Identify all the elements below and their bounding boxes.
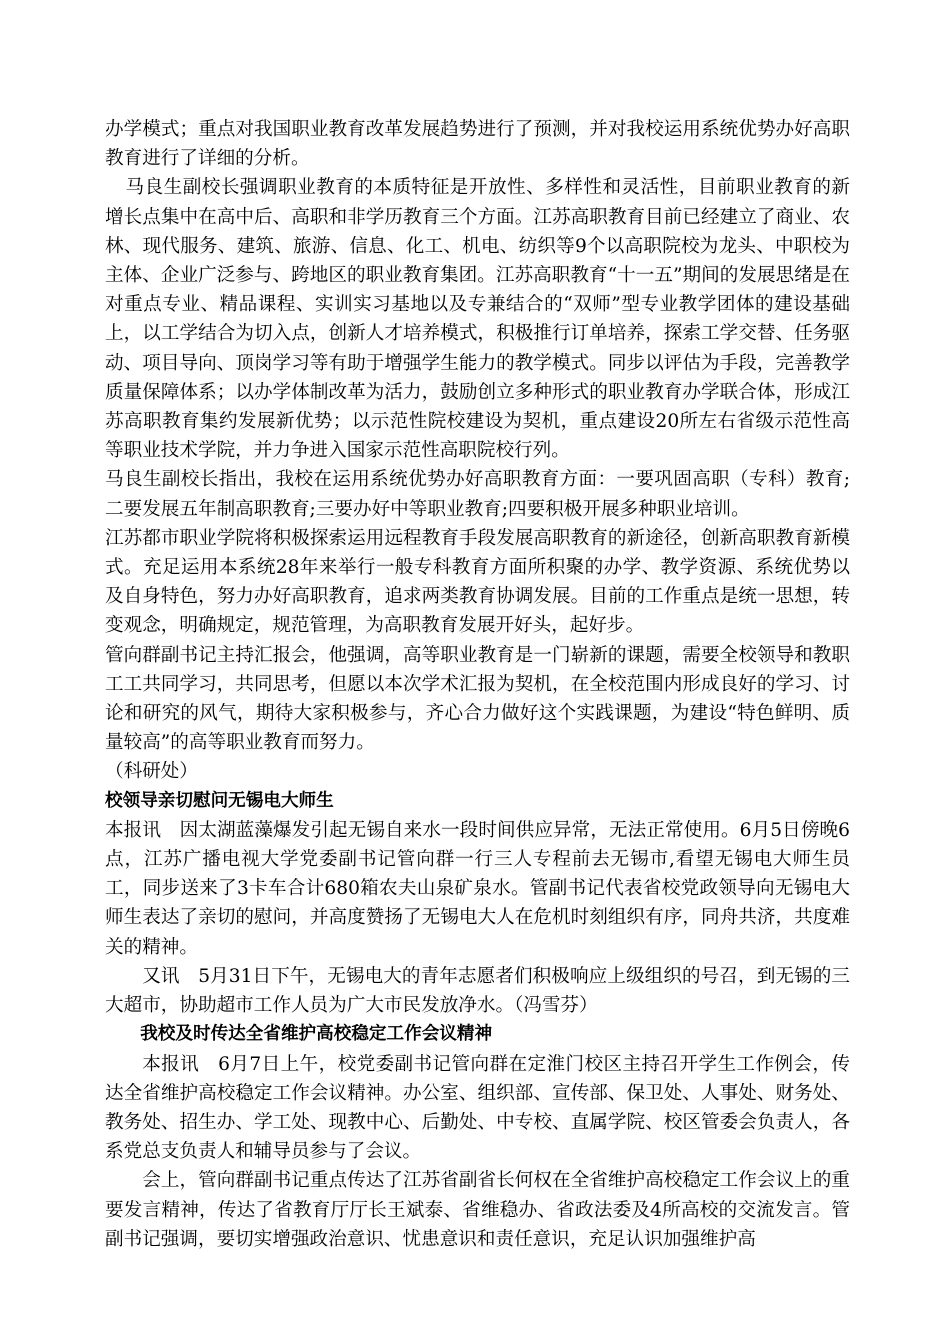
paragraph: 又讯 5月31日下午，无锡电大的青年志愿者们积极响应上级组织的号召，到无锡的三大超市，协助超市工作人员为广大市民发放净水。（冯雪芬） xyxy=(105,965,850,1017)
paragraph: 会上，管向群副书记重点传达了江苏省副省长何权在全省维护高校稳定工作会议上的重要发言精神，传达了省教育厅厅长王斌泰、省维稳办、省政法委及4所高校的交流发言。管副书记强调，要切实增强政治意识、忧患意识和责任意识，充足认识加强维护高 xyxy=(105,1170,850,1250)
document-body xyxy=(105,115,850,1254)
paragraph: 管向群副书记主持汇报会，他强调，高等职业教育是一门崭新的课题，需要全校领导和教职工工共同学习，共同思考，但愿以本次学术汇报为契机，在全校范围内形成良好的学习、讨论和研究的风气，期待大家积极参与，齐心合力做好这个实践课题，为建设“特色鲜明、质量较高”的高等职业教育而努力。 xyxy=(105,644,850,754)
paragraph: 马良生副校长指出，我校在运用系统优势办好高职教育方面：一要巩固高职（专科）教育;二要发展五年制高职教育;三要办好中等职业教育;四要积极开展多种职业培训。 xyxy=(105,469,850,520)
paragraph: 马良生副校长强调职业教育的本质特征是开放性、多样性和灵活性，目前职业教育的新增长点集中在高中后、高职和非学历教育三个方面。江苏高职教育目前已经建立了商业、农林、现代服务、建筑、旅游、信息、化工、机电、纺织等9个以高职院校为龙头、中职校为主体、企业广泛参与、跨地区的职业教育集团。江苏高职教育“十一五”期间的发展思绪是在对重点专业、精品课程、实训实习基地以及专兼结合的“双师”型专业教学团体的建设基础上，以工学结合为切入点，创新人才培养模式，积极推行订单培养，探索工学交替、任务驱动、项目导向、顶岗学习等有助于增强学生能力的教学模式。同步以评估为手段，完善教学质量保障体系；以办学体制改革为活力，鼓励创立多种形式的职业教育办学联合体，形成江苏高职教育集约发展新优势；以示范性院校建设为契机，重点建设20所左右省级示范性高等职业技术学院，并力争进入国家示范性高职院校行列。 xyxy=(105,177,850,462)
paragraph: 办学模式；重点对我国职业教育改革发展趋势进行了预测，并对我校运用系统优势办好高职教育进行了详细的分析。 xyxy=(105,119,850,170)
paragraph: 本报讯 6月7日上午，校党委副书记管向群在定淮门校区主持召开学生工作例会，传达全省维护高校稳定工作会议精神。办公室、组织部、宣传部、保卫处、人事处、财务处、教务处、招生办、学工处、现教中心、后勤处、中专校、直属学院、校区管委会负责人，各系党总支负责人和辅导员参与了会议。 xyxy=(105,1053,850,1163)
paragraph: 本报讯 因太湖蓝藻爆发引起无锡自来水一段时间供应异常，无法正常使用。6月5日傍晚6点，江苏广播电视大学党委副书记管向群一行三人专程前去无锡市,看望无锡电大师生员工，同步送来了3卡车合计680箱农夫山泉矿泉水。管副书记代表省校党政领导向无锡电大师生表达了亲切的慰问，并高度赞扬了无锡电大人在危机时刻组织有序，同舟共济，共度难关的精神。 xyxy=(105,819,850,958)
article-heading: 我校及时传达全省维护高校稳定工作会议精神 xyxy=(140,1024,493,1045)
source-note: （科研处） xyxy=(105,761,198,783)
paragraph: 江苏都市职业学院将积极探索运用远程教育手段发展高职教育的新途径，创新高职教育新模式。充足运用本系统28年来举行一般专科教育方面所积聚的办学、教学资源、系统优势以及自身特色，努力办好高职教育，追求两类教育协调发展。目前的工作重点是统一思想，转变观念，明确规定，规范管理，为高职教育发展开好头，起好步。 xyxy=(105,527,850,637)
article-heading: 校领导亲切慰问无锡电大师生 xyxy=(105,790,334,811)
